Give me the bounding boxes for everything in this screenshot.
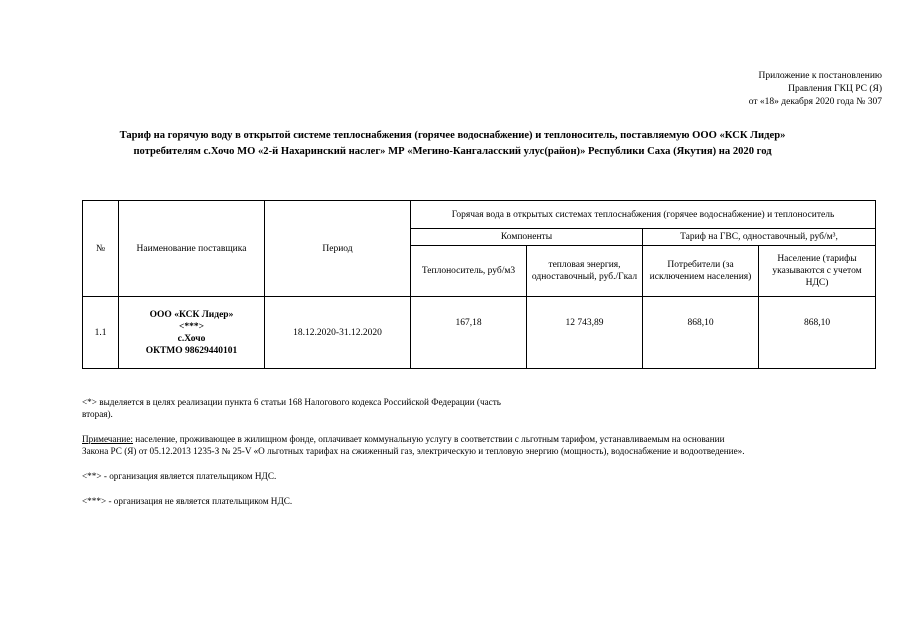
row-num: 1.1 bbox=[83, 297, 119, 369]
remark-line-2: Закона РС (Я) от 05.12.2013 1235-З № 25-V «О льготных тарифах на сжиженный газ, электрическую и тепловую энергию (мощность), водоснабжение и водоотведение». bbox=[82, 446, 745, 456]
title-line-1: Тариф на горячую воду в открытой системе теплоснабжения (горячее водоснабжение) и теплоноситель, поставляемую ООО «КСК Лидер» bbox=[119, 130, 786, 141]
header-provider: Наименование поставщика bbox=[119, 201, 265, 297]
provider-place: с.Хочо bbox=[177, 333, 206, 344]
appendix-line-3: от «18» декабря 2020 года № 307 bbox=[748, 97, 882, 107]
header-heat-energy: тепловая энергия, одноставочный, руб./Гкал bbox=[527, 246, 643, 297]
row-provider bbox=[119, 297, 265, 369]
appendix-line-1: Приложение к постановлению bbox=[758, 71, 882, 81]
footnote-1-line-2: вторая). bbox=[82, 409, 113, 419]
document-title bbox=[20, 128, 885, 160]
provider-name: ООО «КСК Лидер» bbox=[149, 309, 234, 320]
header-components: Компоненты bbox=[411, 229, 643, 246]
row-period: 18.12.2020-31.12.2020 bbox=[265, 297, 411, 369]
footnote-1 bbox=[82, 396, 882, 420]
tariff-table bbox=[82, 200, 876, 369]
row-heat-carrier: 167,18 bbox=[411, 297, 527, 369]
title-line-2: потребителям с.Хочо МО «2-й Нахаринский наслег» МР «Мегино-Кангаласский улус(район)» Республики Саха (Якутия) на 2020 год bbox=[133, 146, 772, 157]
remark-text: население, проживающее в жилищном фонде, оплачивает коммунальную услугу в соответствии с льготным тарифом, устанавливаемым на основании bbox=[132, 434, 725, 444]
table-row bbox=[83, 297, 876, 369]
footnote-3: <***> - организация не является плательщиком НДС. bbox=[82, 496, 293, 506]
footnotes bbox=[82, 396, 882, 507]
row-heat-energy: 12 743,89 bbox=[527, 297, 643, 369]
row-population: 868,10 bbox=[759, 297, 876, 369]
header-population: Население (тарифы указываются с учетом НДС) bbox=[759, 246, 876, 297]
provider-oktmo: ОКТМО 98629440101 bbox=[145, 345, 238, 356]
remark bbox=[82, 433, 882, 457]
row-consumers: 868,10 bbox=[643, 297, 759, 369]
header-period: Период bbox=[265, 201, 411, 297]
appendix-header bbox=[749, 70, 882, 109]
header-num: № bbox=[83, 201, 119, 297]
header-heat-carrier: Теплоноситель, руб/м3 bbox=[411, 246, 527, 297]
footnote-1-line-1: <*> выделяется в целях реализации пункта 6 статьи 168 Налогового кодекса Российской Федерации (часть bbox=[82, 397, 501, 407]
remark-label: Примечание: bbox=[82, 434, 133, 444]
header-group: Горячая вода в открытых системах теплоснабжения (горячее водоснабжение) и теплоноситель bbox=[411, 201, 876, 229]
provider-mark: <***> bbox=[178, 321, 205, 332]
footnote-2: <**> - организация является плательщиком НДС. bbox=[82, 471, 277, 481]
header-tariff: Тариф на ГВС, одноставочный, руб/м³, bbox=[643, 229, 876, 246]
appendix-line-2: Правления ГКЦ РС (Я) bbox=[788, 84, 882, 94]
header-consumers: Потребители (за исключением населения) bbox=[643, 246, 759, 297]
